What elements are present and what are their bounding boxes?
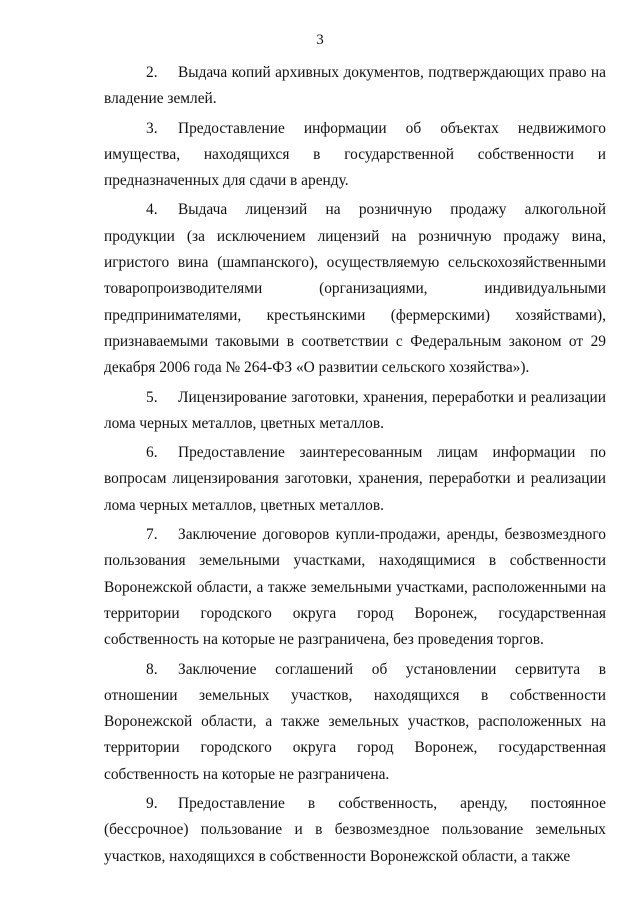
page-number: 3 xyxy=(316,32,324,48)
item-number: 9. xyxy=(146,795,158,813)
item-text: Выдача лицензий на розничную продажу алкогольной продукции (за исключением лицензий на розничную продажу вина, игристого вина (шампанского), осуществляемую сельскохозяйственными товаропроизводителями (организациями, индивидуальными предпринимателями, крестьянскими (фермерскими) хозяйствами), признаваемыми таковыми в соответствии с Федеральным законом от 29 декабря 2006 года № 264-ФЗ «О развитии сельского хозяйства»). xyxy=(104,201,606,377)
item-number: 3. xyxy=(146,119,158,137)
document-body xyxy=(104,60,606,873)
list-item xyxy=(104,385,606,438)
item-number: 7. xyxy=(146,526,158,544)
item-text: Предоставление информации об объектах недвижимого имущества, находящихся в государственной собственности и предназначенных для сдачи в аренду. xyxy=(104,119,606,190)
item-text: Лицензирование заготовки, хранения, переработки и реализации лома черных металлов, цветных металлов. xyxy=(104,388,606,432)
list-item xyxy=(104,116,606,195)
item-text: Заключение договоров купли-продажи, аренды, безвозмездного пользования земельными участками, находящимися в собственности Воронежской области, а также земельными участками, расположенными на территории городского округа город Воронеж, государственная собственность на которые не разграничена, без проведения торгов. xyxy=(104,526,606,649)
item-number: 4. xyxy=(146,201,158,219)
item-text: Заключение соглашений об установлении сервитута в отношении земельных участков, находящихся в собственности Воронежской области, а также земельных участков, расположенных на территории городского округа город Воронеж, государственная собственность на которые не разграничена. xyxy=(104,660,606,783)
list-item xyxy=(104,197,606,381)
list-item xyxy=(104,791,606,870)
list-item xyxy=(104,60,606,113)
list-item xyxy=(104,657,606,788)
item-number: 6. xyxy=(146,444,158,462)
item-number: 2. xyxy=(146,64,158,81)
item-text: Выдача копий архивных документов, подтверждающих право на владение землей. xyxy=(104,64,606,108)
list-item xyxy=(104,522,606,653)
list-item xyxy=(104,440,606,519)
item-number: 8. xyxy=(146,660,158,678)
item-text: Предоставление заинтересованным лицам информации по вопросам лицензирования заготовки, хранения, переработки и реализации лома черных металлов, цветных металлов. xyxy=(104,444,606,514)
item-number: 5. xyxy=(146,388,158,406)
item-text: Предоставление в собственность, аренду, постоянное (бессрочное) пользование и в безвозмездное пользование земельных участков, находящихся в собственности Воронежской области, а также xyxy=(104,795,606,865)
